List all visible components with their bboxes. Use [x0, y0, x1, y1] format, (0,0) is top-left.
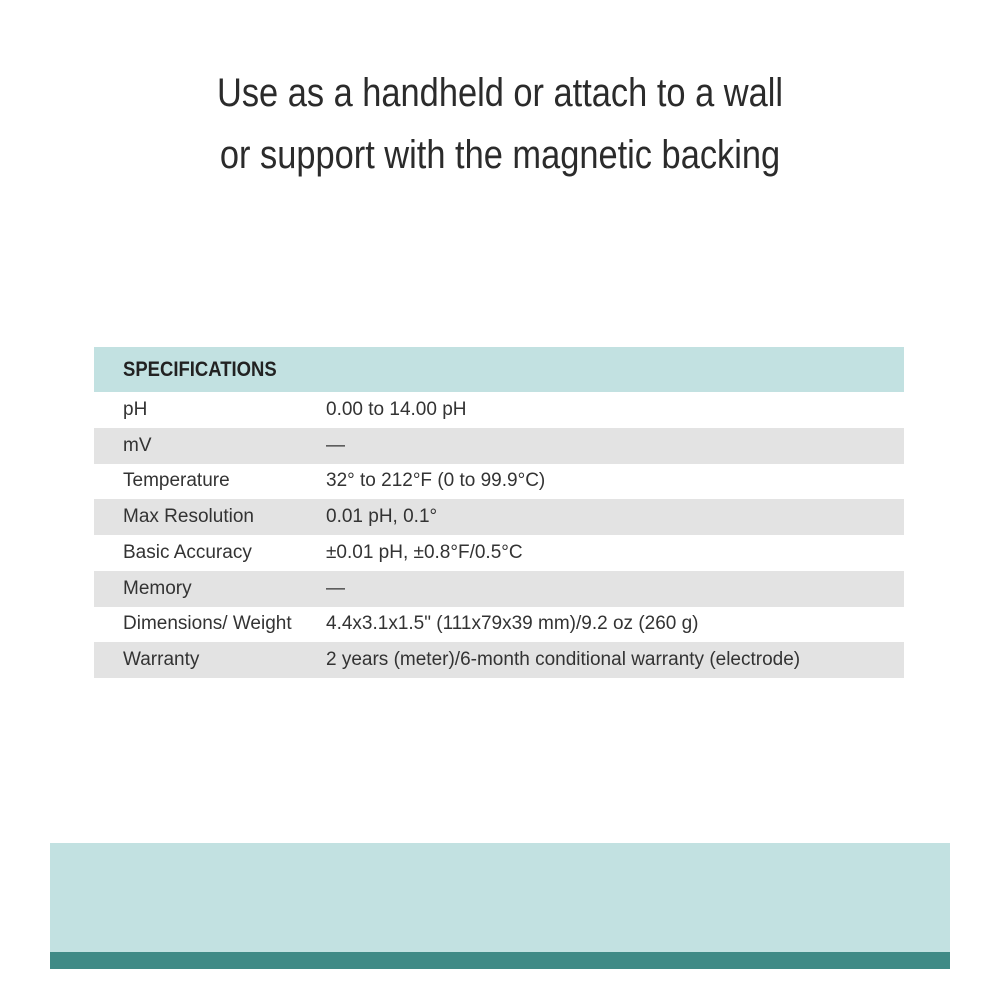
headline-line-1: Use as a handheld or attach to a wall [216, 71, 784, 115]
spec-row-basic-accuracy [94, 535, 904, 571]
spec-value: ±0.01 pH, ±0.8°F/0.5°C [326, 541, 523, 563]
spec-label: pH [123, 398, 148, 420]
specifications-title: SPECIFICATIONS [123, 357, 277, 381]
spec-label: Dimensions/ Weight [123, 613, 292, 635]
headline-line-2: or support with the magnetic backing [219, 133, 781, 177]
spec-label: mV [123, 434, 152, 456]
spec-row-mv [94, 428, 904, 464]
spec-row-temperature [94, 464, 904, 500]
footer-band [50, 843, 950, 952]
headline [70, 62, 930, 186]
spec-row-max-resolution [94, 499, 904, 535]
spec-value: 4.4x3.1x1.5" (111x79x39 mm)/9.2 oz (260 g) [326, 613, 699, 635]
spec-value: — [326, 577, 345, 599]
spec-label: Max Resolution [123, 506, 254, 528]
spec-value: 0.00 to 14.00 pH [326, 398, 467, 420]
spec-value: — [326, 434, 345, 456]
footer-bar [50, 952, 950, 969]
spec-row-dimensions-weight [94, 607, 904, 643]
spec-value: 0.01 pH, 0.1° [326, 506, 438, 528]
spec-row-memory [94, 571, 904, 607]
spec-label: Basic Accuracy [123, 541, 252, 563]
spec-value: 2 years (meter)/6-month conditional warranty (electrode) [326, 649, 801, 671]
spec-row-warranty [94, 642, 904, 678]
specifications-table [94, 347, 904, 678]
spec-value: 32° to 212°F (0 to 99.9°C) [326, 470, 546, 492]
spec-label: Warranty [123, 649, 200, 671]
specifications-header [94, 347, 904, 392]
spec-label: Temperature [123, 470, 230, 492]
spec-label: Memory [123, 577, 192, 599]
spec-row-ph [94, 392, 904, 428]
